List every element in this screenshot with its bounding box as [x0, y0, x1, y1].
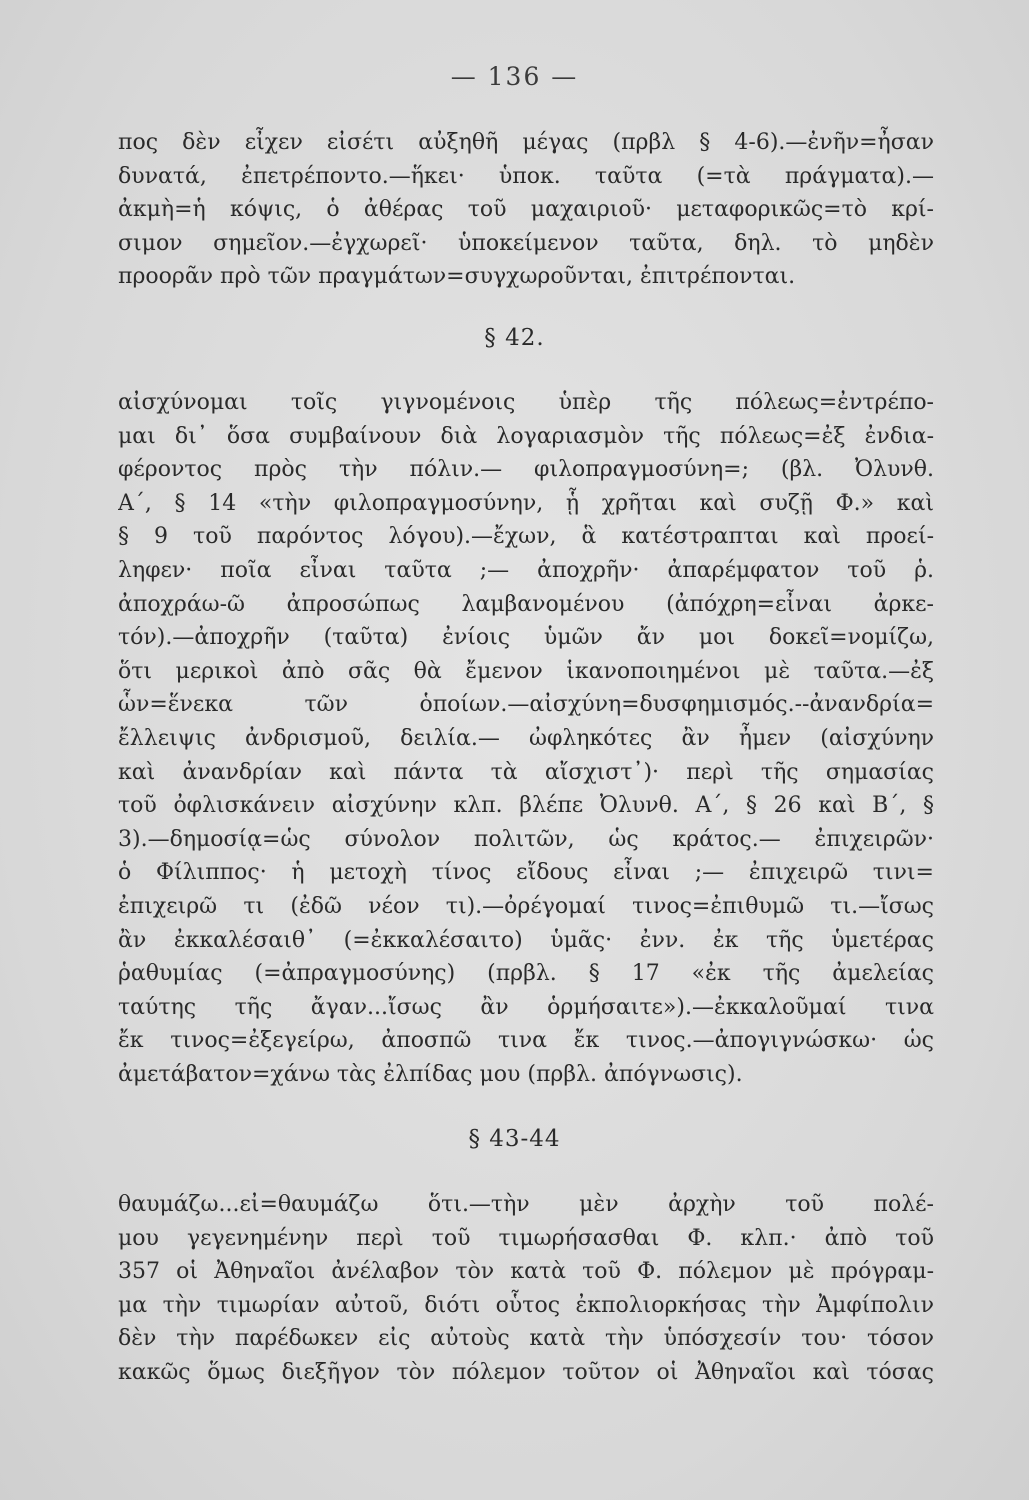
paragraph-1	[118, 126, 934, 294]
text-line: ῥαθυμίας (=ἀπραγμοσύνης) (πρβλ. § 17 «ἐκ τῆς ἀμελείας	[118, 961, 934, 987]
text-line: κακῶς ὅμως διεξῆγον τὸν πόλεμον τοῦτον οἱ Ἀθηναῖοι καὶ τόσας	[118, 1359, 934, 1385]
text-line: ἐπιχειρῶ τι (ἐδῶ νέον τι).—ὀρέγομαί τινος=ἐπιθυμῶ τι.—ἴσως	[118, 893, 934, 919]
text-line: ἀποχράω-ῶ ἀπροσώπως λαμβανομένου (ἀπόχρη=εἶναι ἀρκε-	[118, 591, 934, 617]
text-line: ταύτης τῆς ἄγαν...ἴσως ἂν ὁρμήσαιτε»).—ἐκκαλοῦμαί τινα	[118, 994, 934, 1020]
text-line: φέροντος πρὸς τὴν πόλιν.— φιλοπραγμοσύνη=; (βλ. Ὀλυνθ.	[118, 457, 934, 483]
text-line: ἂν ἐκκαλέσαιθ᾽ (=ἐκκαλέσαιτο) ὑμᾶς· ἐνν. ἐκ τῆς ὑμετέρας	[118, 927, 934, 953]
text-line: ἔλλειψις ἀνδρισμοῦ, δειλία.— ὠφληκότες ἂν ἦμεν (αἰσχύνην	[118, 725, 934, 751]
text-line: μου γεγενημένην περὶ τοῦ τιμωρήσασθαι Φ. κλπ.· ἀπὸ τοῦ	[118, 1225, 934, 1251]
text-line: τόν).—ἀποχρῆν (ταῦτα) ἐνίοις ὑμῶν ἄν μοι δοκεῖ=νομίζω,	[118, 625, 934, 651]
section-heading-43-44: § 43-44	[468, 1126, 561, 1152]
text-line: ὁ Φίλιππος· ἡ μετοχὴ τίνος εἴδους εἶναι ;— ἐπιχειρῶ τινι=	[118, 860, 934, 886]
text-line: δὲν τὴν παρέδωκεν εἰς αὐτοὺς κατὰ τὴν ὑπόσχεσίν του· τόσον	[118, 1326, 934, 1352]
paragraph-3	[118, 1188, 934, 1390]
text-line: αἰσχύνομαι τοῖς γιγνομένοις ὑπὲρ τῆς πόλεως=ἐντρέπο-	[118, 390, 934, 415]
text-line: προορᾶν πρὸ τῶν πραγμάτων=συγχωροῦνται, ἐπιτρέπονται.	[118, 264, 796, 290]
text-line: ληφεν· ποῖα εἶναι ταῦτα ;— ἀποχρῆν· ἀπαρέμφατον τοῦ ῥ.	[118, 557, 934, 583]
section-heading-42: § 42.	[484, 325, 545, 351]
text-line: ἀκμὴ=ἡ κόψις, ὁ ἀθέρας τοῦ μαχαιριοῦ· μεταφορικῶς=τὸ κρί-	[118, 197, 934, 223]
text-line: 3).—δημοσίᾳ=ὡς σύνολον πολιτῶν, ὡς κράτος.— ἐπιχειρῶν·	[118, 826, 934, 852]
text-line: πος δὲν εἶχεν εἰσέτι αὐξηθῆ μέγας (πρβλ § 4-6).—ἐνῆν=ἦσαν	[118, 130, 934, 155]
text-line: καὶ ἀνανδρίαν καὶ πάντα τὰ αἴσχιστ᾽)· περὶ τῆς σημασίας	[118, 759, 934, 785]
text-line: ἀμετάβατον=χάνω τὰς ἐλπίδας μου (πρβλ. ἀπόγνωσις).	[118, 1061, 743, 1087]
text-line: δυνατά, ἐπετρέποντο.—ἥκει· ὑποκ. ταῦτα (=τὰ πράγματα).—	[118, 163, 934, 189]
text-line: Α΄, § 14 «τὴν φιλοπραγμοσύνην, ᾗ χρῆται καὶ συζῇ Φ.» καὶ	[118, 490, 934, 516]
text-line: σιμον σημεῖον.—ἐγχωρεῖ· ὑποκείμενον ταῦτα, δηλ. τὸ μηδὲν	[118, 230, 934, 256]
text-line: 357 οἱ Ἀθηναῖοι ἀνέλαβον τὸν κατὰ τοῦ Φ. πόλεμον μὲ πρόγραμ-	[118, 1259, 934, 1285]
text-line: μαι δι᾽ ὅσα συμβαίνουν διὰ λογαριασμὸν τῆς πόλεως=ἐξ ἐνδια-	[118, 423, 934, 449]
text-line: ὅτι μερικοὶ ἀπὸ σᾶς θὰ ἔμενον ἱκανοποιημένοι μὲ ταῦτα.—ἐξ	[118, 658, 934, 684]
text-line: μα τὴν τιμωρίαν αὐτοῦ, διότι οὗτος ἐκπολιορκήσας τὴν Ἀμφίπολιν	[118, 1292, 934, 1318]
text-line: θαυμάζω...εἰ=θαυμάζω ὅτι.—τὴν μὲν ἀρχὴν τοῦ πολέ-	[118, 1192, 934, 1217]
paragraph-2	[118, 386, 934, 1091]
text-line: τοῦ ὀφλισκάνειν αἰσχύνην κλπ. βλέπε Ὀλυνθ. Α΄, § 26 καὶ Β΄, §	[118, 793, 934, 819]
text-line: ὧν=ἕνεκα τῶν ὁποίων.—αἰσχύνη=δυσφημισμός.--ἀνανδρία=	[118, 692, 934, 718]
page-number: — 136 —	[450, 62, 579, 91]
text-line: ἔκ τινος=ἐξεγείρω, ἀποσπῶ τινα ἔκ τινος.—ἀπογιγνώσκω· ὡς	[118, 1028, 934, 1054]
text-line: § 9 τοῦ παρόντος λόγου).—ἔχων, ἃ κατέστραπται καὶ προεί-	[118, 524, 934, 550]
